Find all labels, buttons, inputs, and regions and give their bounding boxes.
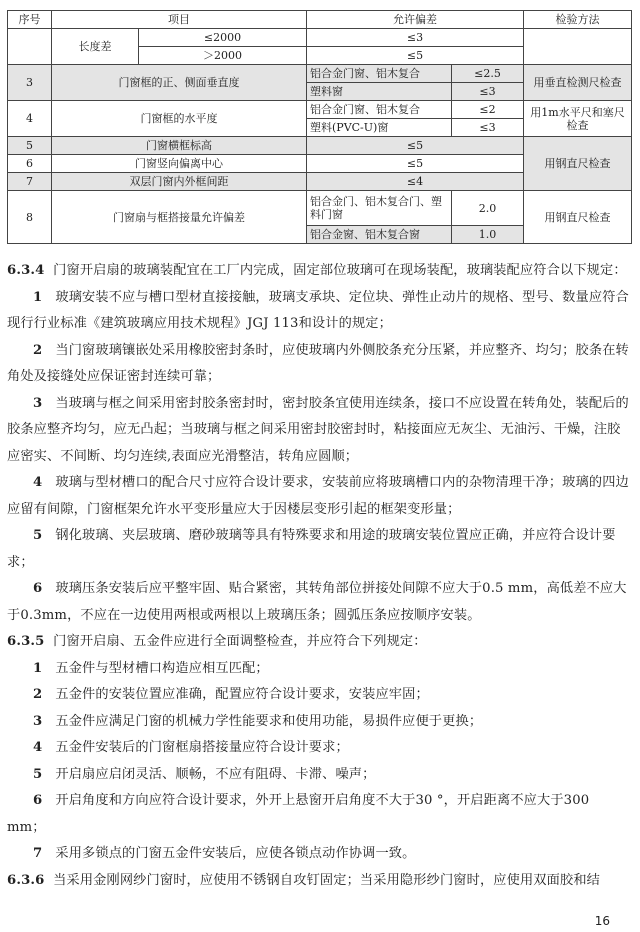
list-item: 3 五金件应满足门窗的机械力学性能要求和使用功能，易损件应便于更换； xyxy=(33,713,483,729)
cell-method: 用钢直尺检查 xyxy=(524,137,632,191)
list-item: 5 钢化玻璃、夹层玻璃、磨砂玻璃等具有特殊要求和用途的玻璃安装位置应正确，并应符合设计要求； xyxy=(7,528,616,570)
header-item: 项目 xyxy=(52,11,307,29)
cell-no: 8 xyxy=(8,191,52,244)
clause-text: 当采用金刚网纱门窗时，应使用不锈钢自攻钉固定；当采用隐形纱门窗时，应使用双面胶和结 xyxy=(53,872,600,888)
list-item: 4 五金件安装后的门窗框扇搭接量应符合设计要求； xyxy=(33,740,349,755)
list-item: 2 当门窗玻璃镶嵌处采用橡胶密封条时，应使玻璃内外侧胶条充分压紧，并应整齐、均匀；胶条在转角处及接缝处应保证密封连续可靠； xyxy=(7,342,629,384)
cell-value: ≤5 xyxy=(307,47,524,65)
cell-no: 6 xyxy=(8,155,52,173)
table-header-row xyxy=(8,11,632,29)
cell-item: 门窗横框标高 xyxy=(52,137,307,155)
cell-no: 4 xyxy=(8,101,52,137)
cell-method: 用1m水平尺和塞尺检查 xyxy=(524,101,632,137)
cell-value: ≤3 xyxy=(307,29,524,47)
cell-no xyxy=(8,29,52,65)
cell-sub: 塑料(PVC-U)窗 xyxy=(307,119,452,137)
list-item: 1 五金件与型材槽口构造应相互匹配； xyxy=(33,660,269,676)
list-item: 6 开启角度和方向应符合设计要求，外开上悬窗开启角度不大于30 °，开启距离不应大于300 mm； xyxy=(7,793,590,835)
cell-sub: 铝合金门、铝木复合门、塑料门窗 xyxy=(307,191,452,226)
cell-item: 门窗框的正、侧面垂直度 xyxy=(52,65,307,101)
cell-value: ≤2.5 xyxy=(452,65,524,83)
cell-method: 用垂直检测尺检查 xyxy=(524,65,632,101)
clause-number: 6.3.6 xyxy=(7,872,45,888)
cell-no: 5 xyxy=(8,137,52,155)
header-tolerance: 允许偏差 xyxy=(307,11,524,29)
tolerance-table xyxy=(7,10,632,244)
table-row xyxy=(8,191,632,226)
list-item: 7 采用多锁点的门窗五金件安装后，应使各锁点动作协调一致。 xyxy=(33,846,416,861)
cell-value: ≤3 xyxy=(452,119,524,137)
list-item: 2 五金件的安装位置应准确，配置应符合设计要求，安装应牢固； xyxy=(33,687,429,702)
list-item: 1 玻璃安装不应与槽口型材直接接触，玻璃支承块、定位块、弹性止动片的规格、型号、数量应符合现行行业标准《建筑玻璃应用技术规程》JGJ 113和设计的规定； xyxy=(7,289,629,331)
cell-value: ≤2 xyxy=(452,101,524,119)
list-item: 4 玻璃与型材槽口的配合尺寸应符合设计要求，安装前应将玻璃槽口内的杂物清理干净；玻璃的四边应留有间隙，门窗框架允许水平变形量应大于因楼层变形引起的框架变形量； xyxy=(7,475,629,517)
cell-sub: 铝合金窗、铝木复合窗 xyxy=(307,226,452,244)
cell-item: 门窗扇与框搭接量允许偏差 xyxy=(52,191,307,244)
clause-number: 6.3.4 xyxy=(7,263,45,278)
page-number: 16 xyxy=(594,914,610,928)
list-item: 6 玻璃压条安装后应平整牢固、贴合紧密，其转角部位拼接处间隙不应大于0.5 mm，高低差不应大于0.3mm，不应在一边使用两根或两根以上玻璃压条；圆弧压条应按顺序安装。 xyxy=(7,581,627,623)
section-6-3-5 xyxy=(7,629,629,656)
header-method: 检验方法 xyxy=(524,11,632,29)
list-item: 3 当玻璃与框之间采用密封胶条密封时，密封胶条宜使用连续条，接口不应设置在转角处，装配后的胶条应整齐均匀，应无凸起；当玻璃与框之间采用密封胶密封时，粘接面应无灰尘、无油污、干燥，注胶应密实、不间断、均匀连续,表面应光滑整洁，转角应圆顺； xyxy=(7,395,629,464)
cell-value: ≤5 xyxy=(307,137,524,155)
clause-number: 6.3.5 xyxy=(7,634,45,649)
body-text xyxy=(7,258,629,894)
cell-value: ≤4 xyxy=(307,173,524,191)
cell-method xyxy=(524,29,632,65)
cell-sub: 铝合金门窗、铝木复合 xyxy=(307,101,452,119)
table-row xyxy=(8,101,632,119)
table-row xyxy=(8,29,632,47)
cell-sub: ＞2000 xyxy=(139,47,307,65)
cell-method: 用钢直尺检查 xyxy=(524,191,632,244)
table-row xyxy=(8,137,632,155)
cell-value: 2.0 xyxy=(452,191,524,226)
clause-text: 门窗开启扇的玻璃装配宜在工厂内完成，固定部位玻璃可在现场装配，玻璃装配应符合以下规定： xyxy=(53,263,627,278)
cell-value: ≤5 xyxy=(307,155,524,173)
cell-sub: 塑料窗 xyxy=(307,83,452,101)
clause-text: 门窗开启扇、五金件应进行全面调整检查，并应符合下列规定： xyxy=(53,634,427,649)
cell-value: ≤3 xyxy=(452,83,524,101)
cell-item: 双层门窗内外框间距 xyxy=(52,173,307,191)
cell-sub: 铝合金门窗、铝木复合 xyxy=(307,65,452,83)
cell-sub: ≤2000 xyxy=(139,29,307,47)
cell-value: 1.0 xyxy=(452,226,524,244)
cell-item: 长度差 xyxy=(52,29,139,65)
list-item: 5 开启扇应启闭灵活、顺畅，不应有阻碍、卡滞、噪声； xyxy=(33,766,376,782)
section-6-3-4 xyxy=(7,258,629,285)
section-6-3-6 xyxy=(7,868,629,895)
table-row xyxy=(8,65,632,83)
cell-item: 门窗竖向偏离中心 xyxy=(52,155,307,173)
cell-no: 7 xyxy=(8,173,52,191)
header-no: 序号 xyxy=(8,11,52,29)
cell-no: 3 xyxy=(8,65,52,101)
cell-item: 门窗框的水平度 xyxy=(52,101,307,137)
